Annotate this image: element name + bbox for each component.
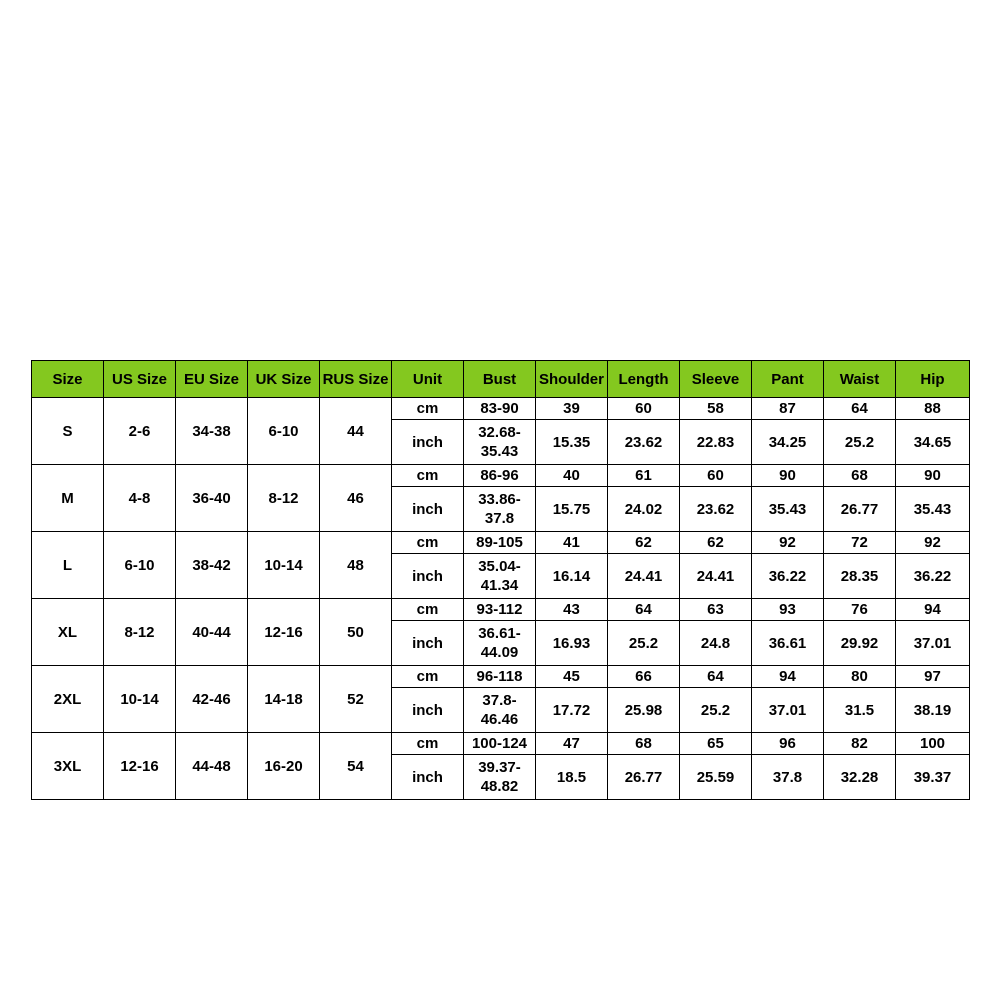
header-rus-size: RUS Size <box>320 361 392 398</box>
unit-cell: inch <box>392 554 464 599</box>
pant-cell: 93 <box>752 599 824 621</box>
pant-cell: 35.43 <box>752 487 824 532</box>
waist-cell: 26.77 <box>824 487 896 532</box>
pant-cell: 92 <box>752 532 824 554</box>
header-uk-size: UK Size <box>248 361 320 398</box>
eu-size-cell: 36-40 <box>176 465 248 532</box>
hip-cell: 37.01 <box>896 621 970 666</box>
unit-cell: cm <box>392 398 464 420</box>
length-cell: 25.98 <box>608 688 680 733</box>
hip-cell: 39.37 <box>896 755 970 800</box>
sleeve-cell: 22.83 <box>680 420 752 465</box>
sleeve-cell: 25.2 <box>680 688 752 733</box>
sleeve-cell: 65 <box>680 733 752 755</box>
rus-size-cell: 52 <box>320 666 392 733</box>
waist-cell: 64 <box>824 398 896 420</box>
header-bust: Bust <box>464 361 536 398</box>
unit-cell: inch <box>392 755 464 800</box>
sleeve-cell: 24.41 <box>680 554 752 599</box>
header-shoulder: Shoulder <box>536 361 608 398</box>
hip-cell: 90 <box>896 465 970 487</box>
length-cell: 23.62 <box>608 420 680 465</box>
shoulder-cell: 40 <box>536 465 608 487</box>
eu-size-cell: 38-42 <box>176 532 248 599</box>
pant-cell: 37.8 <box>752 755 824 800</box>
length-cell: 24.02 <box>608 487 680 532</box>
length-cell: 66 <box>608 666 680 688</box>
uk-size-cell: 8-12 <box>248 465 320 532</box>
bust-cell: 33.86-37.8 <box>464 487 536 532</box>
length-cell: 24.41 <box>608 554 680 599</box>
shoulder-cell: 43 <box>536 599 608 621</box>
eu-size-cell: 42-46 <box>176 666 248 733</box>
uk-size-cell: 10-14 <box>248 532 320 599</box>
length-cell: 64 <box>608 599 680 621</box>
size-label: L <box>32 532 104 599</box>
rus-size-cell: 54 <box>320 733 392 800</box>
shoulder-cell: 16.93 <box>536 621 608 666</box>
header-sleeve: Sleeve <box>680 361 752 398</box>
eu-size-cell: 44-48 <box>176 733 248 800</box>
eu-size-cell: 34-38 <box>176 398 248 465</box>
header-waist: Waist <box>824 361 896 398</box>
bust-cell: 86-96 <box>464 465 536 487</box>
rus-size-cell: 46 <box>320 465 392 532</box>
bust-cell: 39.37-48.82 <box>464 755 536 800</box>
unit-cell: inch <box>392 487 464 532</box>
us-size-cell: 4-8 <box>104 465 176 532</box>
bust-cell: 32.68-35.43 <box>464 420 536 465</box>
eu-size-cell: 40-44 <box>176 599 248 666</box>
hip-cell: 97 <box>896 666 970 688</box>
waist-cell: 25.2 <box>824 420 896 465</box>
sleeve-cell: 60 <box>680 465 752 487</box>
header-length: Length <box>608 361 680 398</box>
header-eu-size: EU Size <box>176 361 248 398</box>
hip-cell: 35.43 <box>896 487 970 532</box>
pant-cell: 94 <box>752 666 824 688</box>
sleeve-cell: 25.59 <box>680 755 752 800</box>
us-size-cell: 8-12 <box>104 599 176 666</box>
pant-cell: 37.01 <box>752 688 824 733</box>
size-label: 2XL <box>32 666 104 733</box>
waist-cell: 32.28 <box>824 755 896 800</box>
length-cell: 60 <box>608 398 680 420</box>
header-pant: Pant <box>752 361 824 398</box>
hip-cell: 88 <box>896 398 970 420</box>
us-size-cell: 12-16 <box>104 733 176 800</box>
length-cell: 62 <box>608 532 680 554</box>
waist-cell: 72 <box>824 532 896 554</box>
hip-cell: 36.22 <box>896 554 970 599</box>
hip-cell: 100 <box>896 733 970 755</box>
bust-cell: 83-90 <box>464 398 536 420</box>
bust-cell: 36.61-44.09 <box>464 621 536 666</box>
unit-cell: inch <box>392 420 464 465</box>
sleeve-cell: 23.62 <box>680 487 752 532</box>
waist-cell: 80 <box>824 666 896 688</box>
header-unit: Unit <box>392 361 464 398</box>
length-cell: 68 <box>608 733 680 755</box>
length-cell: 26.77 <box>608 755 680 800</box>
us-size-cell: 2-6 <box>104 398 176 465</box>
bust-cell: 35.04-41.34 <box>464 554 536 599</box>
length-cell: 61 <box>608 465 680 487</box>
sleeve-cell: 63 <box>680 599 752 621</box>
table-row <box>32 599 970 621</box>
shoulder-cell: 41 <box>536 532 608 554</box>
bust-cell: 93-112 <box>464 599 536 621</box>
table-row <box>32 666 970 688</box>
bust-cell: 96-118 <box>464 666 536 688</box>
pant-cell: 96 <box>752 733 824 755</box>
us-size-cell: 6-10 <box>104 532 176 599</box>
shoulder-cell: 45 <box>536 666 608 688</box>
header-size: Size <box>32 361 104 398</box>
shoulder-cell: 15.35 <box>536 420 608 465</box>
waist-cell: 82 <box>824 733 896 755</box>
hip-cell: 92 <box>896 532 970 554</box>
uk-size-cell: 12-16 <box>248 599 320 666</box>
size-chart-table <box>31 360 970 800</box>
uk-size-cell: 16-20 <box>248 733 320 800</box>
bust-cell: 89-105 <box>464 532 536 554</box>
unit-cell: cm <box>392 465 464 487</box>
sleeve-cell: 64 <box>680 666 752 688</box>
waist-cell: 68 <box>824 465 896 487</box>
unit-cell: cm <box>392 733 464 755</box>
us-size-cell: 10-14 <box>104 666 176 733</box>
pant-cell: 87 <box>752 398 824 420</box>
hip-cell: 94 <box>896 599 970 621</box>
table-row <box>32 733 970 755</box>
pant-cell: 36.61 <box>752 621 824 666</box>
waist-cell: 31.5 <box>824 688 896 733</box>
shoulder-cell: 39 <box>536 398 608 420</box>
waist-cell: 29.92 <box>824 621 896 666</box>
hip-cell: 38.19 <box>896 688 970 733</box>
sleeve-cell: 58 <box>680 398 752 420</box>
bust-cell: 37.8-46.46 <box>464 688 536 733</box>
sleeve-cell: 24.8 <box>680 621 752 666</box>
sleeve-cell: 62 <box>680 532 752 554</box>
pant-cell: 90 <box>752 465 824 487</box>
header-us-size: US Size <box>104 361 176 398</box>
table-row <box>32 532 970 554</box>
shoulder-cell: 47 <box>536 733 608 755</box>
table-row <box>32 465 970 487</box>
header-row <box>32 361 970 398</box>
waist-cell: 28.35 <box>824 554 896 599</box>
unit-cell: cm <box>392 532 464 554</box>
rus-size-cell: 50 <box>320 599 392 666</box>
length-cell: 25.2 <box>608 621 680 666</box>
shoulder-cell: 17.72 <box>536 688 608 733</box>
rus-size-cell: 44 <box>320 398 392 465</box>
uk-size-cell: 14-18 <box>248 666 320 733</box>
bust-cell: 100-124 <box>464 733 536 755</box>
unit-cell: inch <box>392 621 464 666</box>
uk-size-cell: 6-10 <box>248 398 320 465</box>
size-label: M <box>32 465 104 532</box>
rus-size-cell: 48 <box>320 532 392 599</box>
waist-cell: 76 <box>824 599 896 621</box>
header-hip: Hip <box>896 361 970 398</box>
shoulder-cell: 16.14 <box>536 554 608 599</box>
pant-cell: 34.25 <box>752 420 824 465</box>
shoulder-cell: 15.75 <box>536 487 608 532</box>
hip-cell: 34.65 <box>896 420 970 465</box>
pant-cell: 36.22 <box>752 554 824 599</box>
unit-cell: cm <box>392 599 464 621</box>
size-label: 3XL <box>32 733 104 800</box>
size-label: S <box>32 398 104 465</box>
table-row <box>32 398 970 420</box>
size-label: XL <box>32 599 104 666</box>
unit-cell: cm <box>392 666 464 688</box>
unit-cell: inch <box>392 688 464 733</box>
shoulder-cell: 18.5 <box>536 755 608 800</box>
